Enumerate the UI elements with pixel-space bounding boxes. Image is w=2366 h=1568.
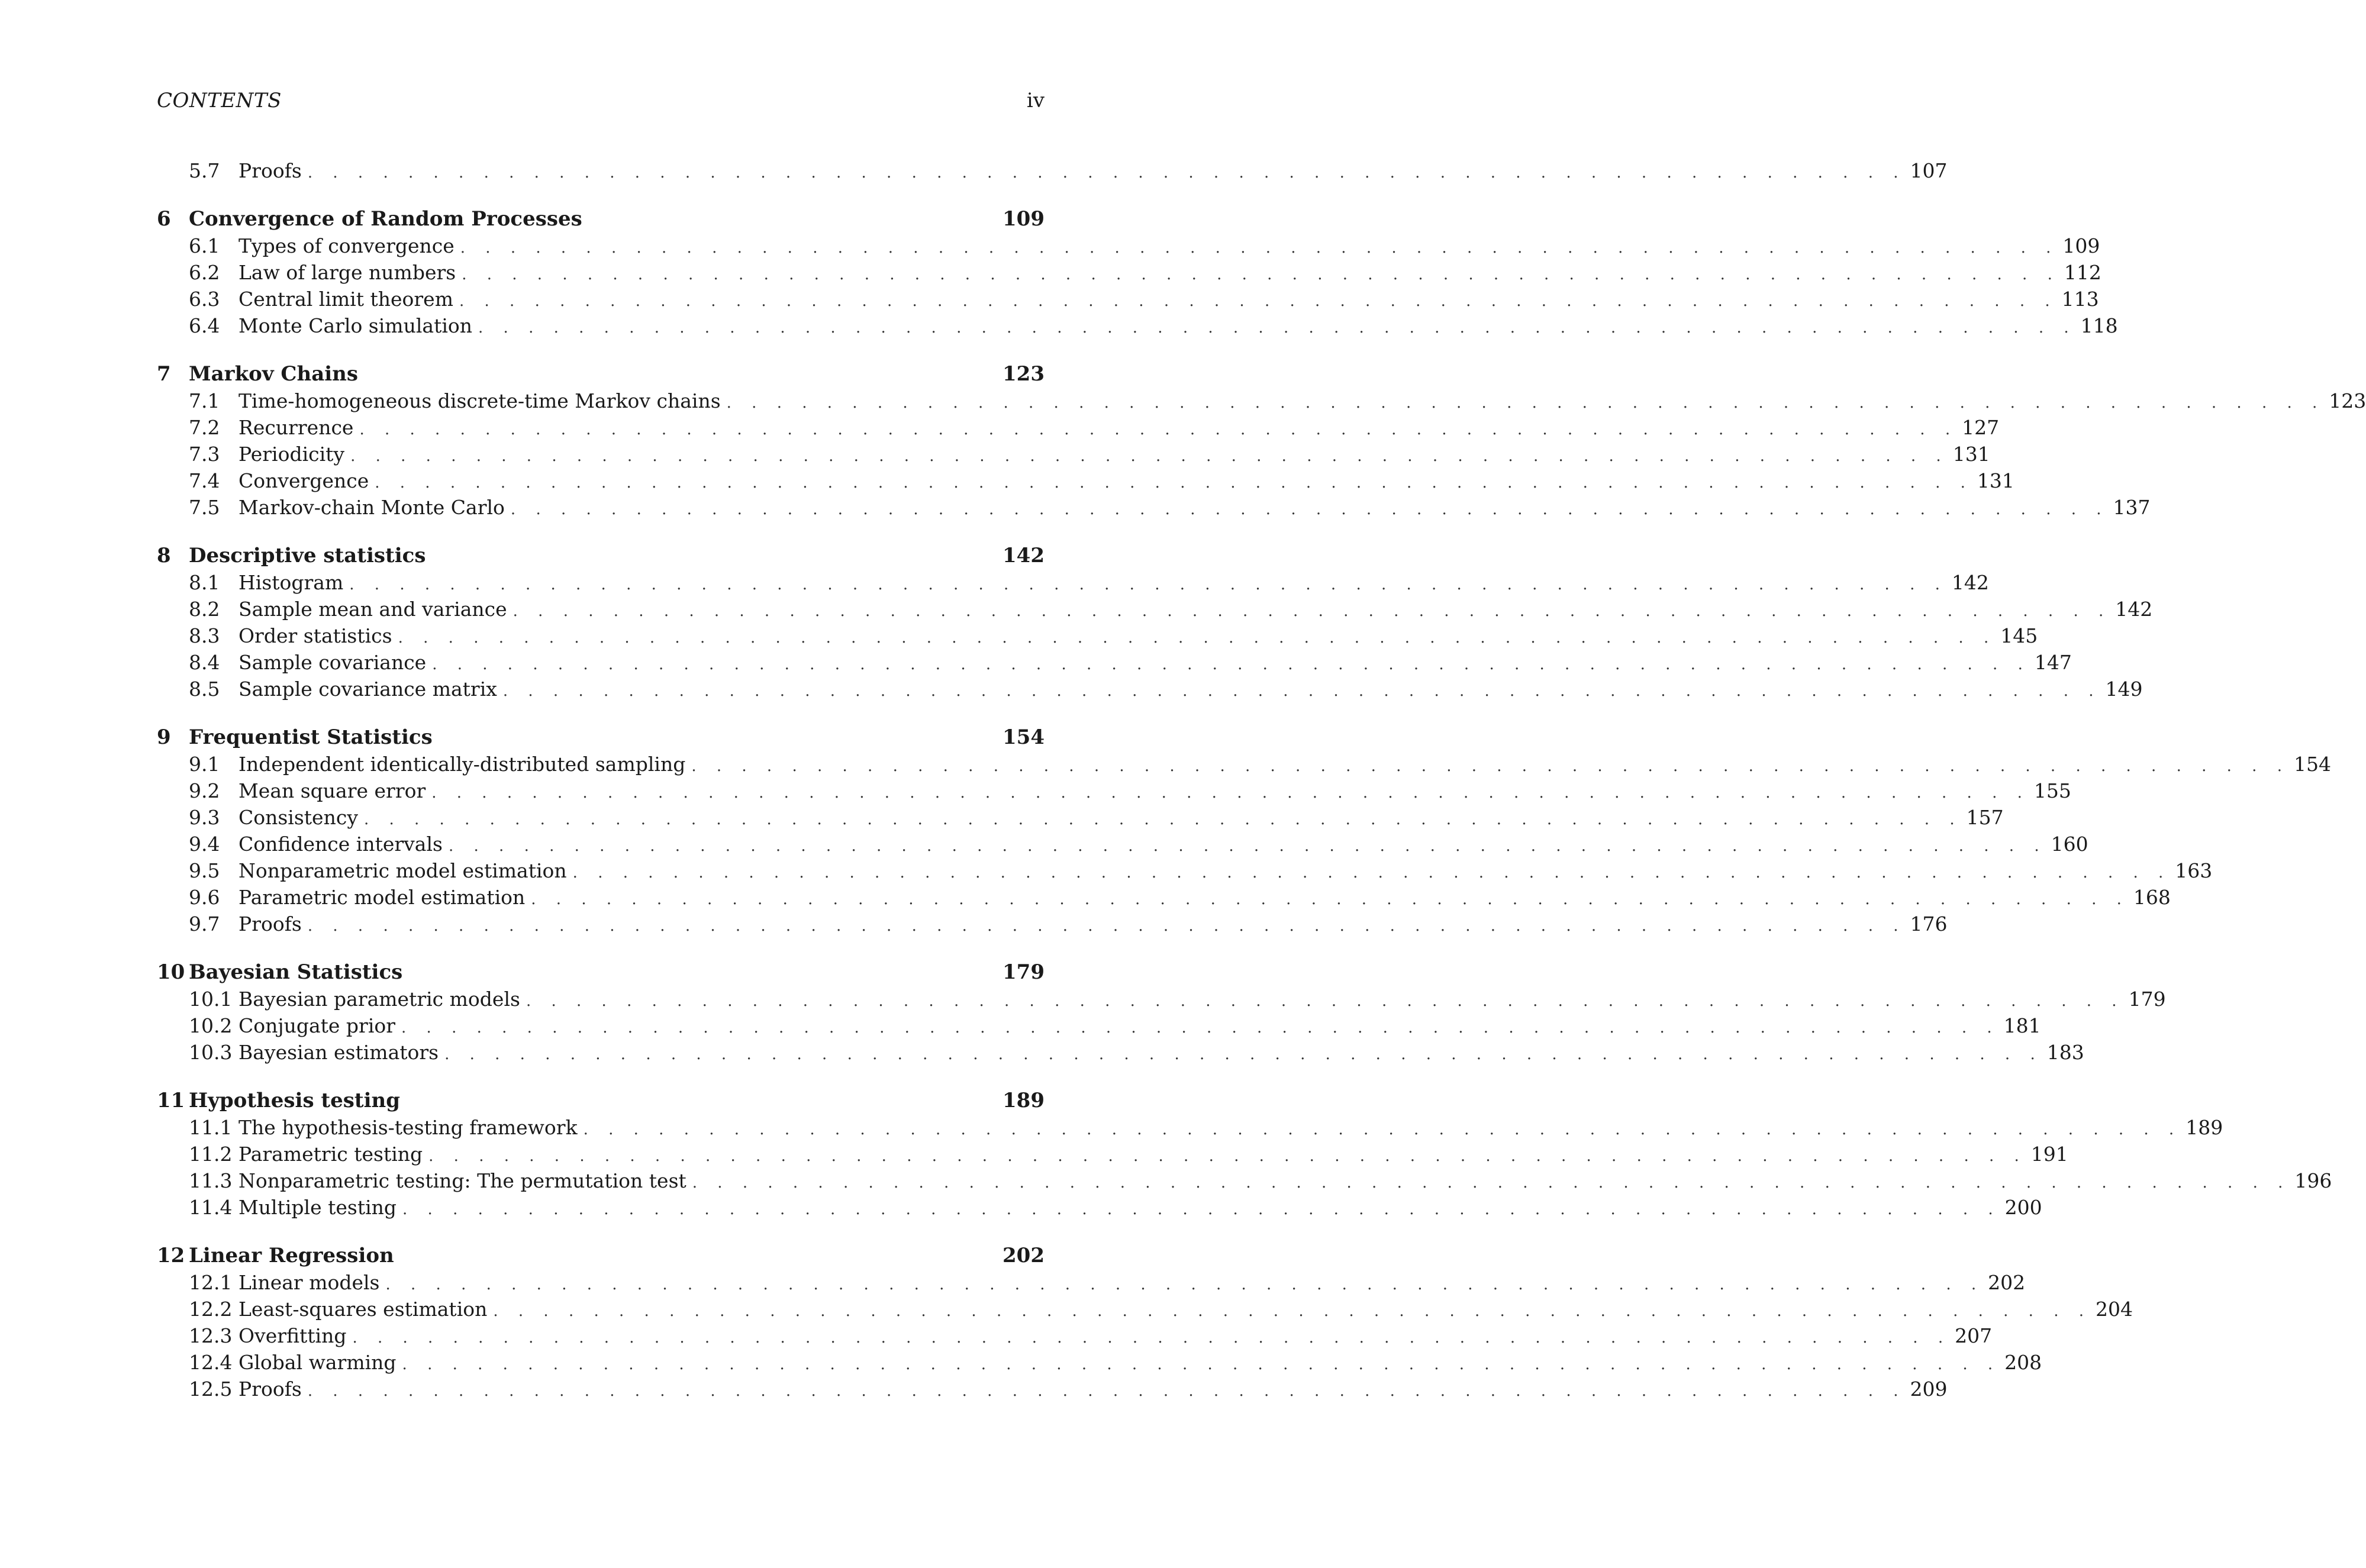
chapter-number: 12 — [157, 1244, 185, 1267]
dot-leader: . . . . . . . . . . . . . . . . . . . . . . . . . . . . . . . . . . . . . . . . . . . . . . . . . . . . . . . . . . . . . . . . — [401, 1019, 2000, 1037]
chapter-heading[interactable] — [157, 1242, 1045, 1269]
dot-leader: . . . . . . . . . . . . . . . . . . . . . . . . . . . . . . . . . . . . . . . . . . . . . . . . . . . . . . . . . . . . . . . . — [431, 784, 2030, 802]
dot-leader: . . . . . . . . . . . . . . . . . . . . . . . . . . . . . . . . . . . . . . . . . . . . . . . . . . . . . . . . . . . . . . . . — [428, 1147, 2027, 1165]
section-number: 7.1 — [189, 389, 220, 412]
section-page-number: 196 — [2294, 1169, 2332, 1192]
dot-leader: . . . . . . . . . . . . . . . . . . . . . . . . . . . . . . . . . . . . . . . . . . . . . . . . . . . . . . . . . . . . . . . . — [526, 992, 2125, 1010]
chapter-page-number: 179 — [1003, 960, 1045, 984]
toc-section-entry[interactable] — [157, 831, 2088, 857]
toc-section-entry[interactable] — [157, 1039, 2084, 1066]
section-page-number: 113 — [2061, 288, 2099, 311]
toc-section-entry[interactable] — [157, 884, 2171, 911]
dot-leader: . . . . . . . . . . . . . . . . . . . . . . . . . . . . . . . . . . . . . . . . . . . . . . . . . . . . . . . . . . . . . . . . — [385, 1276, 1984, 1293]
section-number: 9.1 — [189, 753, 220, 776]
toc-section-entry[interactable] — [157, 494, 2151, 521]
section-page-number: 183 — [2046, 1041, 2084, 1064]
section-page-number: 109 — [2062, 234, 2100, 257]
toc-section-entry[interactable] — [157, 751, 2331, 777]
dot-leader: . . . . . . . . . . . . . . . . . . . . . . . . . . . . . . . . . . . . . . . . . . . . . . . . . . . . . . . . . . . . . . . . — [460, 239, 2059, 257]
section-page-number: 191 — [2030, 1143, 2068, 1166]
section-title: Least-squares estimation — [238, 1298, 488, 1321]
document-page — [157, 89, 2366, 1424]
dot-leader: . . . . . . . . . . . . . . . . . . . . . . . . . . . . . . . . . . . . . . . . . . . . . . . . . . . . . . . . . . . . . . . . — [402, 1201, 2001, 1218]
section-title: Types of convergence — [238, 234, 454, 257]
section-number: 10.2 — [189, 1014, 233, 1037]
chapter-heading[interactable] — [157, 1087, 1045, 1114]
section-title: Multiple testing — [238, 1196, 397, 1219]
section-title: Proofs — [238, 1377, 302, 1401]
section-number: 10.1 — [189, 988, 233, 1011]
toc-section-entry[interactable] — [157, 233, 2100, 259]
running-header-page-number: iv — [1026, 89, 1045, 112]
toc-section-entry[interactable] — [157, 1269, 2026, 1296]
section-page-number: 142 — [2115, 598, 2153, 621]
dot-leader: . . . . . . . . . . . . . . . . . . . . . . . . . . . . . . . . . . . . . . . . . . . . . . . . . . . . . . . . . . . . . . . . — [512, 602, 2112, 620]
section-number: 9.2 — [189, 779, 220, 802]
toc-section-entry[interactable] — [157, 286, 2099, 312]
dot-leader: . . . . . . . . . . . . . . . . . . . . . . . . . . . . . . . . . . . . . . . . . . . . . . . . . . . . . . . . . . . . . . . . — [349, 576, 1948, 593]
section-number: 9.5 — [189, 859, 220, 882]
dot-leader: . . . . . . . . . . . . . . . . . . . . . . . . . . . . . . . . . . . . . . . . . . . . . . . . . . . . . . . . . . . . . . . . — [398, 629, 1997, 647]
section-number: 7.5 — [189, 496, 220, 519]
toc-section-entry[interactable] — [157, 649, 2072, 676]
section-title: Order statistics — [238, 624, 392, 647]
toc-section-entry[interactable] — [157, 1012, 2041, 1039]
dot-leader: . . . . . . . . . . . . . . . . . . . . . . . . . . . . . . . . . . . . . . . . . . . . . . . . . . . . . . . . . . . . . . . . — [307, 1382, 1906, 1400]
section-page-number: 160 — [2051, 833, 2088, 856]
toc-section-entry[interactable] — [157, 467, 2014, 494]
section-title: The hypothesis-testing framework — [238, 1116, 578, 1139]
toc-chapter — [157, 205, 2118, 339]
chapter-number: 6 — [157, 207, 171, 231]
section-number: 9.4 — [189, 833, 220, 856]
section-title: Law of large numbers — [238, 261, 456, 284]
section-page-number: 179 — [2128, 988, 2166, 1011]
section-page-number: 181 — [2003, 1014, 2041, 1037]
chapter-title: Linear Regression — [189, 1244, 394, 1267]
section-title: Bayesian estimators — [238, 1041, 439, 1064]
dot-leader: . . . . . . . . . . . . . . . . . . . . . . . . . . . . . . . . . . . . . . . . . . . . . . . . . . . . . . . . . . . . . . . . — [363, 811, 1962, 828]
section-number: 9.3 — [189, 806, 220, 829]
section-page-number: 157 — [1966, 806, 2004, 829]
section-number: 7.2 — [189, 416, 220, 439]
toc-section-entry[interactable] — [157, 259, 2101, 286]
section-title: Sample covariance — [238, 651, 427, 674]
toc-section-entry[interactable] — [157, 1114, 2223, 1141]
section-number: 8.2 — [189, 598, 220, 621]
section-number: 8.5 — [189, 677, 220, 701]
section-page-number: 118 — [2080, 314, 2118, 337]
chapter-heading[interactable] — [157, 724, 1045, 751]
section-title: Nonparametric model estimation — [238, 859, 567, 882]
toc-section-entry[interactable] — [157, 1141, 2068, 1167]
toc-section-entry[interactable] — [157, 777, 2071, 804]
section-page-number: 123 — [2329, 389, 2366, 412]
dot-leader: . . . . . . . . . . . . . . . . . . . . . . . . . . . . . . . . . . . . . . . . . . . . . . . . . . . . . . . . . . . . . . . . — [375, 474, 1973, 492]
section-page-number: 131 — [1977, 469, 2014, 492]
section-title: Parametric testing — [238, 1143, 423, 1166]
toc-chapter — [157, 542, 2153, 702]
section-title: Monte Carlo simulation — [238, 314, 473, 337]
section-title: Central limit theorem — [238, 288, 453, 311]
section-page-number: 176 — [1910, 912, 1948, 935]
dot-leader: . . . . . . . . . . . . . . . . . . . . . . . . . . . . . . . . . . . . . . . . . . . . . . . . . . . . . . . . . . . . . . . . — [583, 1121, 2182, 1138]
chapter-heading[interactable] — [157, 360, 1045, 388]
section-number: 11.4 — [189, 1196, 233, 1219]
dot-leader: . . . . . . . . . . . . . . . . . . . . . . . . . . . . . . . . . . . . . . . . . . . . . . . . . . . . . . . . . . . . . . . . — [726, 394, 2325, 412]
section-title: Conjugate prior — [238, 1014, 396, 1037]
section-number: 12.4 — [189, 1351, 233, 1374]
section-number: 12.5 — [189, 1377, 233, 1401]
section-title: Independent identically-distributed sampling — [238, 753, 686, 776]
section-title: Linear models — [238, 1271, 380, 1294]
chapter-title: Convergence of Random Processes — [189, 207, 582, 231]
section-page-number: 154 — [2293, 753, 2331, 776]
table-of-contents — [157, 157, 2366, 1402]
dot-leader: . . . . . . . . . . . . . . . . . . . . . . . . . . . . . . . . . . . . . . . . . . . . . . . . . . . . . . . . . . . . . . . . — [510, 501, 2109, 518]
chapter-number: 8 — [157, 544, 171, 567]
toc-section-entry[interactable] — [157, 157, 1948, 184]
running-header-title: CONTENTS — [157, 89, 282, 112]
toc-section-entry[interactable] — [157, 1376, 1948, 1402]
dot-leader: . . . . . . . . . . . . . . . . . . . . . . . . . . . . . . . . . . . . . . . . . . . . . . . . . . . . . . . . . . . . . . . . — [502, 682, 2101, 700]
toc-section-entry[interactable] — [157, 804, 2004, 831]
chapter-page-number: 189 — [1003, 1089, 1045, 1112]
chapter-number: 11 — [157, 1089, 185, 1112]
section-page-number: 145 — [2000, 624, 2038, 647]
section-page-number: 189 — [2186, 1116, 2223, 1139]
chapter-page-number: 202 — [1003, 1244, 1045, 1267]
section-number: 5.7 — [189, 159, 220, 182]
section-page-number: 149 — [2105, 677, 2143, 701]
section-page-number: 127 — [1962, 416, 2000, 439]
toc-section-entry[interactable] — [157, 1349, 2042, 1376]
running-header — [157, 89, 1045, 115]
dot-leader: . . . . . . . . . . . . . . . . . . . . . . . . . . . . . . . . . . . . . . . . . . . . . . . . . . . . . . . . . . . . . . . . — [350, 447, 1949, 465]
section-title: Time-homogeneous discrete-time Markov chains — [238, 389, 721, 412]
section-title: Histogram — [238, 571, 344, 594]
section-title: Nonparametric testing: The permutation test — [238, 1169, 686, 1192]
toc-section-entry[interactable] — [157, 1322, 1993, 1349]
section-title: Mean square error — [238, 779, 426, 802]
toc-chapter — [157, 1087, 2332, 1221]
section-page-number: 137 — [2113, 496, 2151, 519]
dot-leader: . . . . . . . . . . . . . . . . . . . . . . . . . . . . . . . . . . . . . . . . . . . . . . . . . . . . . . . . . . . . . . . . — [572, 864, 2171, 882]
toc-section-entry[interactable] — [157, 596, 2153, 622]
toc-section-entry[interactable] — [157, 388, 2366, 414]
chapter-page-number: 123 — [1003, 362, 1045, 386]
section-page-number: 142 — [1951, 571, 1989, 594]
section-title: Proofs — [238, 159, 302, 182]
section-number: 12.1 — [189, 1271, 233, 1294]
section-title: Overfitting — [238, 1324, 347, 1347]
section-number: 6.4 — [189, 314, 220, 337]
section-title: Proofs — [238, 912, 302, 935]
section-page-number: 168 — [2133, 886, 2171, 909]
section-page-number: 147 — [2034, 651, 2072, 674]
section-title: Bayesian parametric models — [238, 988, 520, 1011]
chapter-heading[interactable] — [157, 205, 1045, 233]
section-number: 7.4 — [189, 469, 220, 492]
toc-chapter — [157, 959, 2166, 1066]
chapter-page-number: 142 — [1003, 544, 1045, 567]
toc-section-entry[interactable] — [157, 676, 2143, 702]
section-title: Consistency — [238, 806, 358, 829]
dot-leader: . . . . . . . . . . . . . . . . . . . . . . . . . . . . . . . . . . . . . . . . . . . . . . . . . . . . . . . . . . . . . . . . — [448, 837, 2047, 855]
chapter-page-number: 109 — [1003, 207, 1045, 231]
chapter-page-number: 154 — [1003, 725, 1045, 749]
toc-section-entry[interactable] — [157, 414, 2000, 441]
section-title: Markov-chain Monte Carlo — [238, 496, 505, 519]
section-page-number: 107 — [1910, 159, 1948, 182]
section-title: Sample mean and variance — [238, 598, 507, 621]
dot-leader: . . . . . . . . . . . . . . . . . . . . . . . . . . . . . . . . . . . . . . . . . . . . . . . . . . . . . . . . . . . . . . . . — [692, 1174, 2291, 1192]
section-number: 11.1 — [189, 1116, 233, 1139]
dot-leader: . . . . . . . . . . . . . . . . . . . . . . . . . . . . . . . . . . . . . . . . . . . . . . . . . . . . . . . . . . . . . . . . — [493, 1302, 2091, 1320]
dot-leader: . . . . . . . . . . . . . . . . . . . . . . . . . . . . . . . . . . . . . . . . . . . . . . . . . . . . . . . . . . . . . . . . — [531, 891, 2129, 908]
section-number: 12.2 — [189, 1298, 233, 1321]
section-number: 12.3 — [189, 1324, 233, 1347]
dot-leader: . . . . . . . . . . . . . . . . . . . . . . . . . . . . . . . . . . . . . . . . . . . . . . . . . . . . . . . . . . . . . . . . — [402, 1356, 2001, 1373]
chapter-number: 7 — [157, 362, 171, 386]
chapter-heading[interactable] — [157, 959, 1045, 986]
section-title: Confidence intervals — [238, 833, 443, 856]
section-page-number: 204 — [2096, 1298, 2133, 1321]
toc-section-entry[interactable] — [157, 986, 2166, 1012]
chapter-heading[interactable] — [157, 542, 1045, 569]
chapter-title: Hypothesis testing — [189, 1089, 401, 1112]
section-title: Periodicity — [238, 443, 345, 466]
toc-section-entry[interactable] — [157, 1167, 2332, 1194]
dot-leader: . . . . . . . . . . . . . . . . . . . . . . . . . . . . . . . . . . . . . . . . . . . . . . . . . . . . . . . . . . . . . . . . — [691, 757, 2290, 775]
dot-leader: . . . . . . . . . . . . . . . . . . . . . . . . . . . . . . . . . . . . . . . . . . . . . . . . . . . . . . . . . . . . . . . . — [352, 1329, 1951, 1347]
dot-leader: . . . . . . . . . . . . . . . . . . . . . . . . . . . . . . . . . . . . . . . . . . . . . . . . . . . . . . . . . . . . . . . . — [359, 421, 1958, 438]
section-title: Sample covariance matrix — [238, 677, 497, 701]
section-number: 6.2 — [189, 261, 220, 284]
toc-section-entry[interactable] — [157, 312, 2118, 339]
section-number: 9.6 — [189, 886, 220, 909]
toc-section-entry[interactable] — [157, 857, 2213, 884]
chapter-title: Markov Chains — [189, 362, 358, 386]
dot-leader: . . . . . . . . . . . . . . . . . . . . . . . . . . . . . . . . . . . . . . . . . . . . . . . . . . . . . . . . . . . . . . . . — [307, 917, 1906, 935]
toc-section-entry[interactable] — [157, 911, 1948, 937]
section-page-number: 207 — [1955, 1324, 1993, 1347]
section-number: 7.3 — [189, 443, 220, 466]
toc-section-entry[interactable] — [157, 1194, 2042, 1221]
chapter-number: 10 — [157, 960, 185, 984]
toc-chapter — [157, 724, 2331, 937]
toc-section-entry[interactable] — [157, 1296, 2133, 1322]
section-number: 6.3 — [189, 288, 220, 311]
section-number: 11.2 — [189, 1143, 233, 1166]
section-page-number: 155 — [2033, 779, 2071, 802]
section-title: Convergence — [238, 469, 369, 492]
dot-leader: . . . . . . . . . . . . . . . . . . . . . . . . . . . . . . . . . . . . . . . . . . . . . . . . . . . . . . . . . . . . . . . . — [432, 656, 2030, 673]
dot-leader: . . . . . . . . . . . . . . . . . . . . . . . . . . . . . . . . . . . . . . . . . . . . . . . . . . . . . . . . . . . . . . . . — [459, 292, 2058, 310]
section-number: 8.1 — [189, 571, 220, 594]
dot-leader: . . . . . . . . . . . . . . . . . . . . . . . . . . . . . . . . . . . . . . . . . . . . . . . . . . . . . . . . . . . . . . . . — [307, 164, 1906, 182]
section-page-number: 208 — [2004, 1351, 2042, 1374]
toc-chapter — [157, 360, 2366, 521]
toc-section-entry[interactable] — [157, 622, 2038, 649]
section-page-number: 163 — [2175, 859, 2213, 882]
dot-leader: . . . . . . . . . . . . . . . . . . . . . . . . . . . . . . . . . . . . . . . . . . . . . . . . . . . . . . . . . . . . . . . . — [444, 1046, 2043, 1063]
section-title: Parametric model estimation — [238, 886, 526, 909]
dot-leader: . . . . . . . . . . . . . . . . . . . . . . . . . . . . . . . . . . . . . . . . . . . . . . . . . . . . . . . . . . . . . . . . — [462, 266, 2060, 283]
section-number: 8.4 — [189, 651, 220, 674]
section-number: 6.1 — [189, 234, 220, 257]
section-number: 8.3 — [189, 624, 220, 647]
section-page-number: 131 — [1952, 443, 1990, 466]
section-page-number: 200 — [2004, 1196, 2042, 1219]
chapter-title: Descriptive statistics — [189, 544, 426, 567]
dot-leader: . . . . . . . . . . . . . . . . . . . . . . . . . . . . . . . . . . . . . . . . . . . . . . . . . . . . . . . . . . . . . . . . — [478, 319, 2077, 337]
section-page-number: 202 — [1988, 1271, 2026, 1294]
chapter-title: Bayesian Statistics — [189, 960, 403, 984]
toc-chapter — [157, 1242, 2133, 1402]
chapter-number: 9 — [157, 725, 171, 749]
section-title: Global warming — [238, 1351, 397, 1374]
section-page-number: 209 — [1910, 1377, 1948, 1401]
section-title: Recurrence — [238, 416, 354, 439]
toc-section-entry[interactable] — [157, 441, 1990, 467]
section-number: 11.3 — [189, 1169, 233, 1192]
section-number: 10.3 — [189, 1041, 233, 1064]
section-number: 9.7 — [189, 912, 220, 935]
section-page-number: 112 — [2064, 261, 2101, 284]
toc-section-entry[interactable] — [157, 569, 1989, 596]
chapter-title: Frequentist Statistics — [189, 725, 433, 749]
